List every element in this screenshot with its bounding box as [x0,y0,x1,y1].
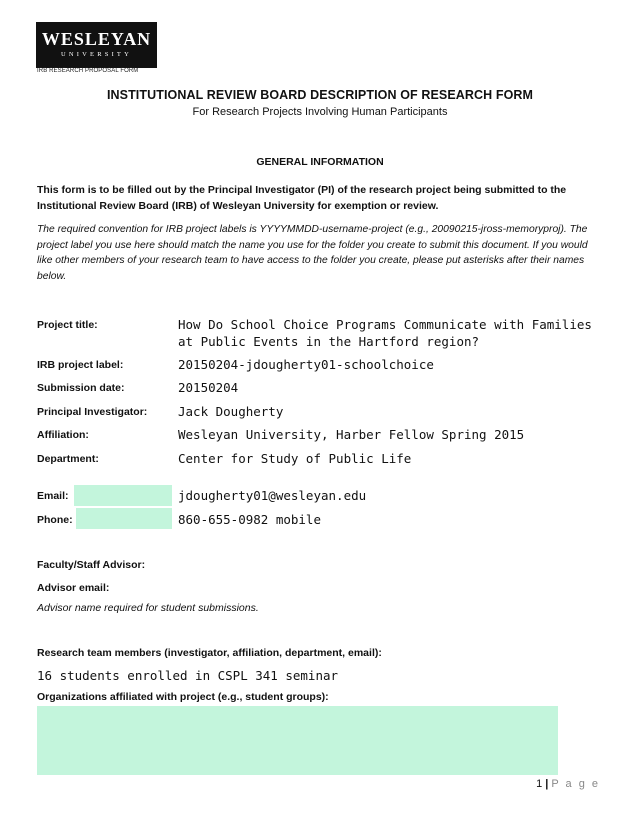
document-subtitle: For Research Projects Involving Human Participants [192,106,448,118]
orgs-input-area[interactable] [37,706,558,775]
submission-date-label: Submission date: [37,382,125,394]
phone-highlight-field[interactable] [76,508,172,529]
advisor-email-label: Advisor email: [37,582,110,594]
pi-label: Principal Investigator: [37,406,148,418]
page-footer: 1 | P a g e [536,778,600,790]
email-value[interactable]: jdougherty01@wesleyan.edu [178,488,367,503]
team-value[interactable]: 16 students enrolled in CSPL 341 seminar [37,668,339,683]
form-tag: IRB RESEARCH PROPOSAL FORM [37,68,139,74]
instruction-text: This form is to be filled out by the Principal Investigator (PI) of the research project being submitted to the Institutional Review Board (IRB) of Wesleyan University for exemption or review. [37,184,567,212]
document-title: INSTITUTIONAL REVIEW BOARD DESCRIPTION OF RESEARCH FORM [106,88,534,102]
pi-value[interactable]: Jack Dougherty [178,404,284,419]
affiliation-value[interactable]: Wesleyan University, Harber Fellow Spring 2015 [178,427,525,442]
advisor-note: Advisor name required for student submissions. [37,602,259,614]
irb-label-label: IRB project label: [37,359,124,371]
email-highlight-field[interactable] [74,485,172,506]
section-heading: GENERAL INFORMATION [256,156,384,168]
affiliation-label: Affiliation: [37,429,89,441]
orgs-label: Organizations affiliated with project (e.g., student groups): [37,691,329,703]
wesleyan-logo [36,22,157,68]
team-label: Research team members (investigator, affiliation, department, email): [37,647,382,659]
submission-date-value[interactable]: 20150204 [178,380,239,395]
project-title-label: Project title: [37,319,98,331]
convention-text: The required convention for IRB project labels is YYYYMMDD-username-project (e.g., 20090215-jross-memoryproj). The project label you use here should match the name you use for the folder you create to submit this document. If you would like other members of your research team to have access to the folder you create, please put asterisks after their names below. [37,224,588,282]
phone-label: Phone: [37,514,73,526]
logo-name: WESLEYAN [41,29,152,49]
logo-subtitle: UNIVERSITY [61,51,132,58]
advisor-label: Faculty/Staff Advisor: [37,559,146,571]
department-label: Department: [37,453,99,465]
email-label: Email: [37,490,69,502]
project-title-value[interactable]: How Do School Choice Programs Communicate with Families at Public Events in the Hartford region? [178,317,592,349]
page-number: 1 [536,778,543,790]
department-value[interactable]: Center for Study of Public Life [178,451,412,466]
page-word: P a g e [551,778,600,790]
phone-value[interactable]: 860-655-0982 mobile [178,512,321,527]
irb-label-value[interactable]: 20150204-jdougherty01-schoolchoice [178,357,434,372]
